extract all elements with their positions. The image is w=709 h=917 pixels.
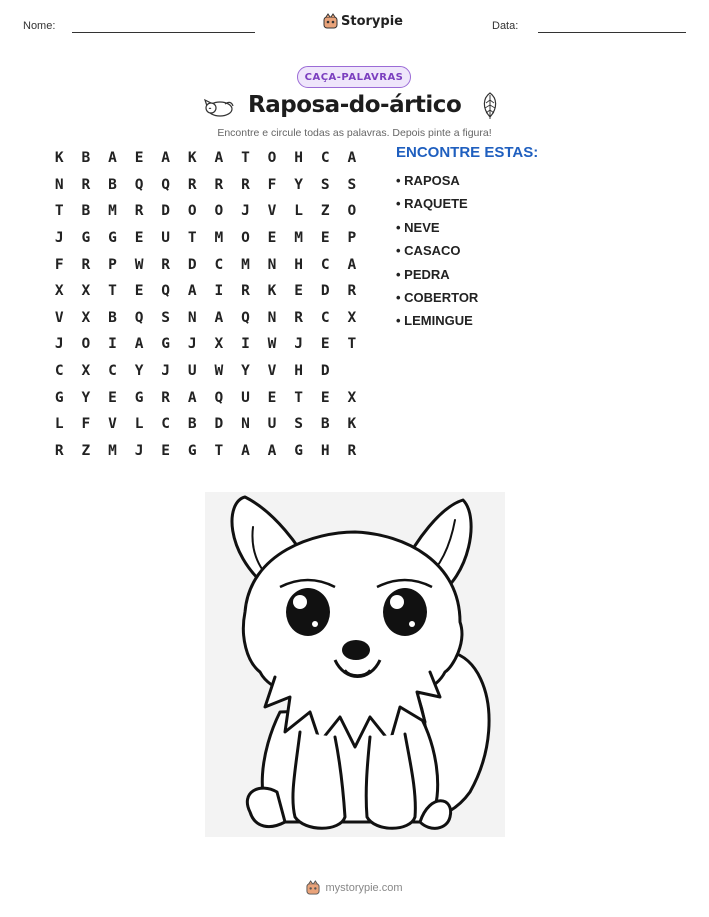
grid-cell[interactable]: D (320, 363, 330, 380)
word-list (396, 144, 538, 333)
grid-cell[interactable]: X (81, 283, 91, 300)
grid-cell[interactable]: E (161, 442, 171, 459)
grid-cell[interactable]: T (294, 389, 303, 406)
grid-cell[interactable]: J (241, 203, 250, 220)
word-item: • CASACO (396, 243, 461, 259)
word-item: • NEVE (396, 219, 440, 235)
grid-cell[interactable]: G (81, 230, 91, 247)
storypie-logo-icon (323, 13, 338, 29)
grid-cell[interactable]: G (108, 230, 117, 247)
grid-cell[interactable]: F (267, 176, 277, 193)
grid-cell[interactable]: G (187, 442, 197, 459)
grid-cell[interactable]: S (161, 309, 171, 326)
grid-cell[interactable]: T (214, 442, 224, 459)
grid-cell[interactable]: E (134, 283, 144, 300)
grid-cell[interactable]: K (347, 416, 357, 433)
grid-row (46, 278, 365, 305)
grid-cell[interactable]: N (267, 309, 277, 326)
grid-cell[interactable]: W (214, 363, 224, 380)
word-item: • LEMINGUE (396, 313, 473, 329)
grid-cell[interactable]: M (241, 256, 250, 273)
grid-cell[interactable]: C (54, 363, 64, 380)
grid-cell[interactable]: M (214, 230, 224, 247)
grid-cell[interactable]: T (187, 230, 197, 247)
brand-name: Storypie (341, 13, 403, 29)
grid-cell[interactable]: D (187, 256, 197, 273)
grid-row (46, 251, 365, 278)
grid-cell[interactable]: U (241, 389, 250, 406)
grid-cell[interactable]: R (241, 283, 250, 300)
word-item: • RAQUETE (396, 196, 468, 212)
grid-cell[interactable]: V (267, 363, 277, 380)
grid-cell[interactable]: E (320, 389, 330, 406)
grid-row (46, 438, 365, 465)
grid-cell[interactable]: T (347, 336, 357, 353)
grid-cell[interactable]: M (108, 442, 117, 459)
grid-cell[interactable]: A (108, 150, 117, 167)
grid-cell[interactable]: V (54, 309, 64, 326)
grid-cell[interactable]: R (81, 176, 91, 193)
grid-cell[interactable]: T (108, 283, 117, 300)
grid-cell[interactable]: B (81, 203, 91, 220)
grid-cell[interactable]: B (108, 176, 117, 193)
grid-cell[interactable]: S (347, 176, 357, 193)
grid-cell[interactable]: H (294, 363, 303, 380)
grid-cell[interactable]: C (161, 416, 171, 433)
grid-cell[interactable]: L (294, 203, 303, 220)
grid-cell[interactable]: H (320, 442, 330, 459)
grid-cell[interactable]: P (108, 256, 117, 273)
grid-cell[interactable]: F (54, 256, 64, 273)
category-badge: CAÇA-PALAVRAS (297, 66, 411, 88)
fox-drawing (205, 492, 505, 837)
date-line[interactable] (538, 32, 686, 33)
grid-cell[interactable]: M (108, 203, 117, 220)
grid-cell[interactable]: Z (81, 442, 91, 459)
grid-cell[interactable]: D (320, 283, 330, 300)
grid-row (46, 145, 365, 172)
grid-cell[interactable]: R (161, 389, 171, 406)
grid-cell[interactable]: J (54, 230, 64, 247)
grid-cell[interactable]: B (108, 309, 117, 326)
grid-cell[interactable]: Q (161, 176, 171, 193)
grid-cell[interactable]: O (81, 336, 91, 353)
grid-cell[interactable]: M (294, 230, 303, 247)
grid-cell[interactable]: N (54, 176, 64, 193)
date-label: Data: (492, 20, 519, 32)
footer-url[interactable]: mystorypie.com (325, 881, 403, 894)
grid-cell[interactable]: Q (134, 309, 144, 326)
feather-icon (480, 92, 500, 120)
grid-cell[interactable]: D (214, 416, 224, 433)
grid-cell[interactable]: J (294, 336, 303, 353)
grid-row (46, 225, 365, 252)
grid-cell[interactable]: J (54, 336, 64, 353)
grid-cell[interactable]: R (347, 283, 357, 300)
grid-cell[interactable]: A (241, 442, 250, 459)
grid-cell[interactable]: E (294, 283, 303, 300)
grid-cell[interactable]: S (294, 416, 303, 433)
grid-cell[interactable]: A (267, 442, 277, 459)
grid-cell[interactable]: G (161, 336, 171, 353)
grid-cell[interactable]: Q (241, 309, 250, 326)
grid-cell[interactable]: E (134, 150, 144, 167)
grid-cell[interactable]: N (267, 256, 277, 273)
footer (0, 880, 709, 895)
grid-cell[interactable]: A (347, 150, 357, 167)
grid-cell[interactable]: T (54, 203, 64, 220)
grid-cell[interactable]: R (161, 256, 171, 273)
grid-cell[interactable]: C (320, 150, 330, 167)
grid-cell[interactable]: A (187, 283, 197, 300)
word-item: • COBERTOR (396, 289, 479, 305)
grid-row (46, 172, 365, 199)
grid-cell[interactable]: O (267, 150, 277, 167)
grid-cell[interactable]: B (81, 150, 91, 167)
grid-cell[interactable]: A (347, 256, 357, 273)
grid-row (46, 358, 365, 385)
grid-cell[interactable]: N (187, 309, 197, 326)
grid-cell[interactable]: O (214, 203, 224, 220)
grid-cell[interactable]: R (214, 176, 224, 193)
grid-cell[interactable]: J (187, 336, 197, 353)
grid-cell[interactable]: C (214, 256, 224, 273)
grid-cell[interactable]: X (214, 336, 224, 353)
grid-cell[interactable]: A (134, 336, 144, 353)
grid-cell[interactable]: J (134, 442, 144, 459)
grid-cell[interactable]: K (54, 150, 64, 167)
grid-cell[interactable]: T (241, 150, 250, 167)
fox-coloring-picture[interactable] (205, 492, 505, 837)
grid-cell[interactable]: C (320, 309, 330, 326)
grid-cell[interactable]: R (347, 442, 357, 459)
grid-row (46, 198, 365, 225)
grid-cell[interactable]: Y (134, 363, 144, 380)
storypie-logo-icon (306, 880, 320, 895)
grid-cell[interactable]: I (108, 336, 117, 353)
grid-cell[interactable]: Y (241, 363, 250, 380)
grid-cell[interactable]: Z (320, 203, 330, 220)
word-list-title: ENCONTRE ESTAS: (396, 144, 539, 161)
grid-cell[interactable]: F (81, 416, 91, 433)
grid-cell[interactable]: E (320, 230, 330, 247)
grid-cell[interactable]: Q (161, 283, 171, 300)
grid-cell[interactable]: I (214, 283, 224, 300)
grid-cell[interactable]: U (161, 230, 171, 247)
grid-cell[interactable]: I (241, 336, 250, 353)
grid-cell[interactable]: R (54, 442, 64, 459)
grid-cell[interactable]: X (81, 309, 91, 326)
grid-cell[interactable]: K (187, 150, 197, 167)
grid-row (46, 411, 365, 438)
grid-cell[interactable]: U (187, 363, 197, 380)
grid-cell[interactable]: K (267, 283, 277, 300)
grid-cell[interactable]: O (347, 203, 357, 220)
grid-cell[interactable]: A (187, 389, 197, 406)
grid-cell[interactable]: E (108, 389, 117, 406)
grid-cell[interactable]: U (267, 416, 277, 433)
grid-cell[interactable]: A (214, 309, 224, 326)
grid-cell[interactable]: R (134, 203, 144, 220)
grid-cell[interactable]: J (161, 363, 171, 380)
grid-cell[interactable]: Q (214, 389, 224, 406)
grid-cell[interactable]: O (241, 230, 250, 247)
name-line[interactable] (72, 32, 255, 33)
grid-row (46, 305, 365, 332)
grid-cell[interactable]: G (134, 389, 144, 406)
grid-row (46, 384, 365, 411)
grid-cell[interactable]: Y (81, 389, 91, 406)
page-title: Raposa-do-ártico (248, 92, 462, 118)
grid-cell[interactable]: P (347, 230, 357, 247)
grid-cell[interactable]: E (320, 336, 330, 353)
grid-cell[interactable]: V (108, 416, 117, 433)
word-item: • RAPOSA (396, 173, 460, 188)
grid-cell[interactable]: L (134, 416, 144, 433)
grid-cell[interactable]: E (267, 230, 277, 247)
grid-cell[interactable]: G (54, 389, 64, 406)
word-item: • PEDRA (396, 266, 450, 282)
grid-cell[interactable]: D (161, 203, 171, 220)
grid-cell[interactable]: Q (134, 176, 144, 193)
grid-cell[interactable]: W (267, 336, 277, 353)
name-label: Nome: (23, 20, 56, 32)
grid-cell[interactable]: A (214, 150, 224, 167)
fox-sleeping-icon (203, 94, 235, 118)
grid-cell[interactable]: E (134, 230, 144, 247)
grid-cell[interactable]: B (187, 416, 197, 433)
grid-cell[interactable]: L (54, 416, 64, 433)
instructions: Encontre e circule todas as palavras. Depois pinte a figura! (217, 127, 492, 139)
grid-cell[interactable]: G (294, 442, 303, 459)
grid-cell[interactable]: E (267, 389, 277, 406)
grid-cell[interactable]: O (187, 203, 197, 220)
grid-cell[interactable]: C (320, 256, 330, 273)
grid-cell[interactable]: N (241, 416, 250, 433)
grid-cell[interactable]: W (134, 256, 144, 273)
grid-cell[interactable]: C (108, 363, 117, 380)
word-search-grid[interactable] (46, 145, 365, 464)
grid-cell[interactable]: R (81, 256, 91, 273)
grid-cell[interactable]: H (294, 256, 303, 273)
grid-cell[interactable]: X (347, 309, 357, 326)
storypie-brand (323, 13, 403, 29)
grid-cell[interactable]: X (54, 283, 64, 300)
grid-cell[interactable]: X (81, 363, 91, 380)
grid-cell[interactable]: X (347, 389, 357, 406)
grid-cell[interactable]: R (241, 176, 250, 193)
grid-cell[interactable]: Y (294, 176, 303, 193)
grid-cell[interactable]: A (161, 150, 171, 167)
grid-cell[interactable]: B (320, 416, 330, 433)
grid-row (46, 331, 365, 358)
grid-cell[interactable]: S (320, 176, 330, 193)
grid-cell[interactable]: V (267, 203, 277, 220)
grid-cell[interactable]: R (187, 176, 197, 193)
grid-cell[interactable]: H (294, 150, 303, 167)
grid-cell[interactable]: R (294, 309, 303, 326)
